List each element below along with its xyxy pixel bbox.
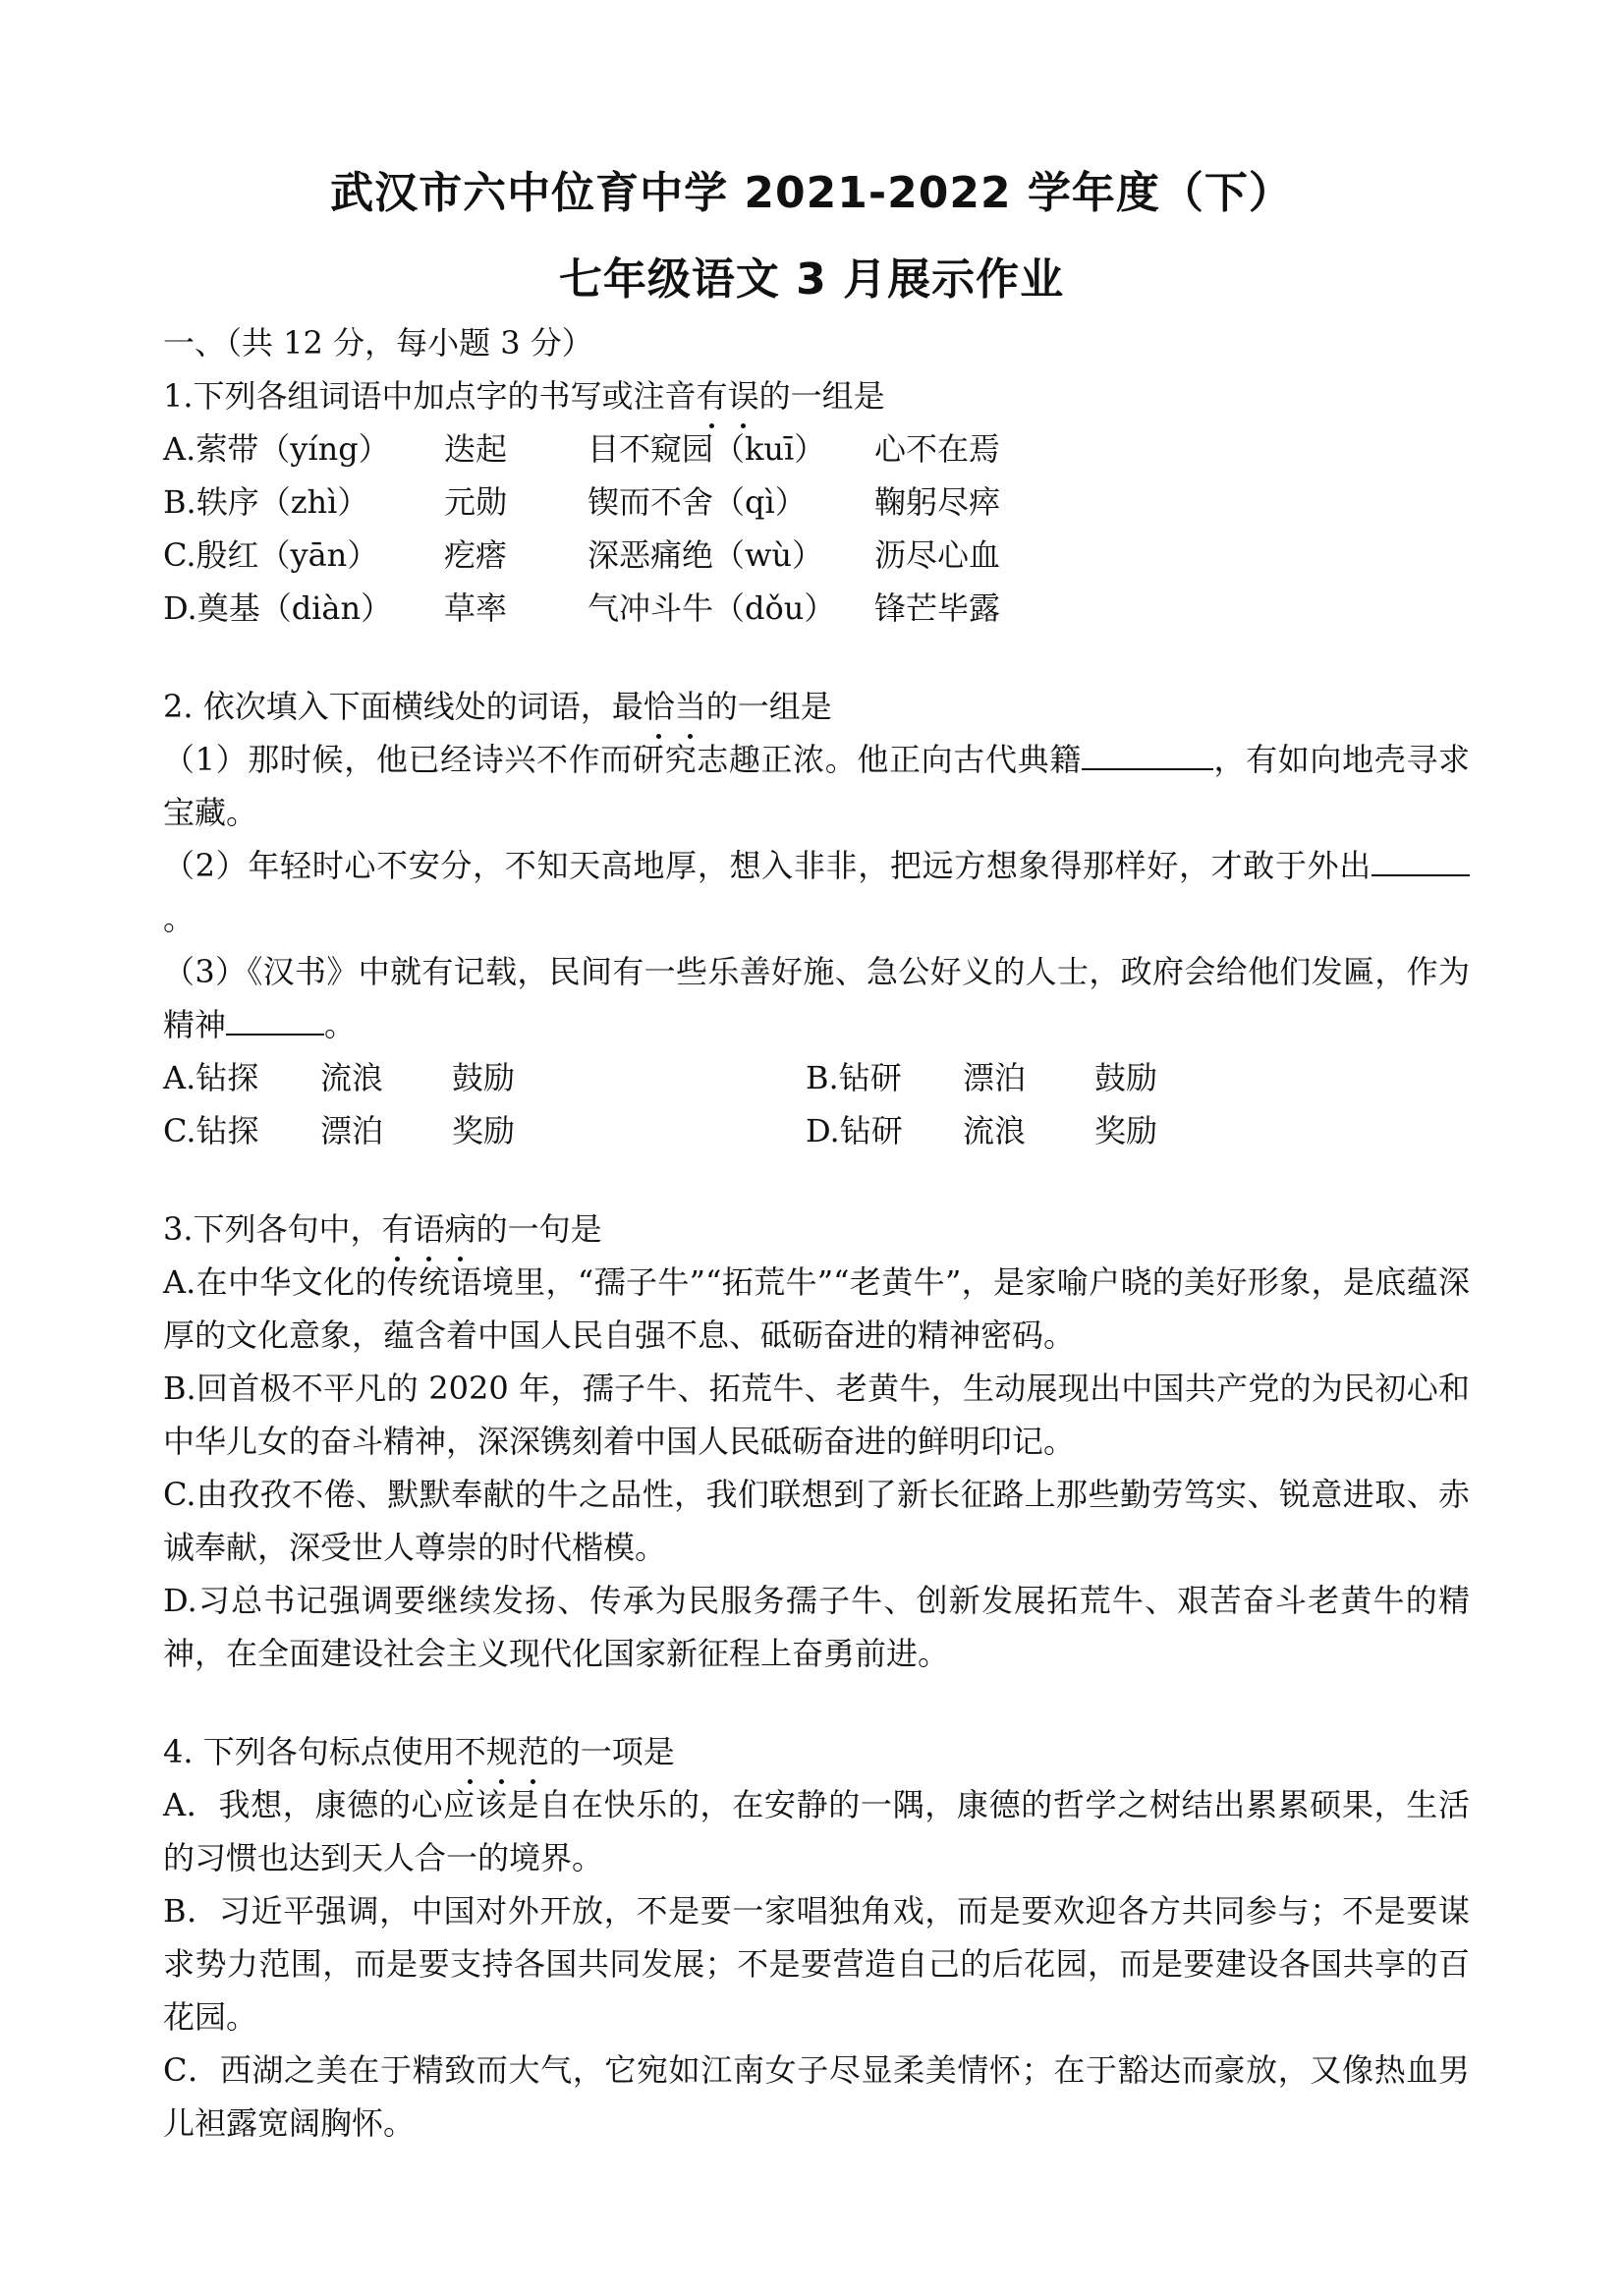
question-3-option-a: A.在中华文化的传统语境里，“孺子牛”“拓荒牛”“老黄牛”，是家喻户晓的美好形象，是底蕴深厚的文化意象，蕴含着中国人民自强不息、砥砺奋进的精神密码。 bbox=[163, 1263, 1470, 1354]
emphasis-dot: 恰 bbox=[644, 680, 675, 733]
question-1-stem: 1.下列各组词语中加点字的书写或注音有误的一组是 bbox=[163, 369, 1470, 422]
question-2-stem: 2. 依次填入下面横线处的词语，最恰当的一组是 bbox=[163, 680, 1470, 733]
option-cell: 流浪 bbox=[963, 1112, 1027, 1149]
option-cell: B.轶序（zhì） bbox=[163, 483, 369, 521]
option-cell: 心不在焉 bbox=[874, 430, 1001, 468]
option-cell: 鞠躬尽瘁 bbox=[874, 483, 1001, 521]
option-cell: 鼓励 bbox=[1094, 1059, 1158, 1096]
answer-blank[interactable] bbox=[1082, 739, 1213, 770]
option-cell: 奖励 bbox=[452, 1112, 516, 1149]
option-cell: 漂泊 bbox=[963, 1059, 1027, 1096]
question-3-stem: 3.下列各句中，有语病的一句是 bbox=[163, 1203, 1470, 1256]
emphasis-dot: 语 bbox=[414, 1203, 445, 1256]
option-cell: 草率 bbox=[444, 589, 508, 627]
option-cell: A.钻探 bbox=[163, 1059, 259, 1096]
question-3-option-d: D.习总书记强调要继续发扬、传承为民服务孺子牛、创新发展拓荒牛、艰苦奋斗老黄牛的精神，在全面建设社会主义现代化国家新征程上奋勇前进。 bbox=[163, 1582, 1470, 1672]
option-cell: 元勋 bbox=[444, 483, 508, 521]
option-cell: 目不窥园（kuī） bbox=[588, 430, 826, 468]
question-2-sentence-2: （2）年轻时心不安分，不知天高地厚，想入非非，把远方想象得那样好，才敢于外出。 bbox=[163, 839, 1470, 945]
option-cell: A.萦带（yíng） bbox=[163, 430, 390, 468]
question-2-sentence-3: （3）《汉书》中就有记载，民间有一些乐善好施、急公好义的人士，政府会给他们发匾，作为精神 。 bbox=[163, 953, 1470, 1043]
option-cell: 锲而不舍（qì） bbox=[588, 483, 807, 521]
option-cell: 疙瘩 bbox=[444, 536, 508, 574]
option-cell: B.钻研 bbox=[806, 1059, 902, 1096]
emphasis-dot: 病 bbox=[445, 1203, 476, 1256]
page-subtitle: 七年级语文 3 月展示作业 bbox=[558, 254, 1065, 305]
emphasis-dot: 不 bbox=[455, 1725, 486, 1778]
option-cell: 迭起 bbox=[444, 430, 508, 468]
emphasis-dot: 范 bbox=[518, 1725, 549, 1778]
emphasis-dot: 当 bbox=[675, 680, 706, 733]
question-1-option-d bbox=[163, 582, 1470, 635]
question-4-stem: 4. 下列各句标点使用不规范的一项是 bbox=[163, 1725, 1470, 1778]
option-cell: C.钻探 bbox=[163, 1112, 259, 1149]
question-3-option-c: C.由孜孜不倦、默默奉献的牛之品性，我们联想到了新长征路上那些勤劳笃实、锐意进取、赤诚奉献，深受世人尊崇的时代楷模。 bbox=[163, 1476, 1470, 1566]
question-3-option-b: B.回首极不平凡的 2020 年，孺子牛、拓荒牛、老黄牛，生动展现出中国共产党的为民初心和中华儿女的奋斗精神，深深镌刻着中国人民砥砺奋进的鲜明印记。 bbox=[163, 1370, 1470, 1460]
option-cell: 漂泊 bbox=[320, 1112, 384, 1149]
question-1-option-a bbox=[163, 422, 1470, 476]
option-cell: D.钻研 bbox=[806, 1112, 903, 1149]
emphasis-dot: 有 bbox=[697, 369, 728, 422]
section-heading: 一、（共 12 分，每小题 3 分） bbox=[163, 324, 593, 362]
question-1-option-b bbox=[163, 476, 1470, 529]
page-title: 武汉市六中位育中学 2021-2022 学年度（下） bbox=[330, 168, 1293, 218]
question-2-options-row-2 bbox=[163, 1104, 1470, 1157]
question-4-option-b: B．习近平强调，中国对外开放，不是要一家唱独角戏，而是要欢迎各方共同参与；不是要谋求势力范围，而是要支持各国共同发展；不是要营造自己的后花园，而是要建设各国共享的百花园。 bbox=[163, 1892, 1470, 2036]
question-4-option-a: A．我想，康德的心应该是自在快乐的，在安静的一隅，康德的哲学之树结出累累硕果，生活的习惯也达到天人合一的境界。 bbox=[163, 1786, 1470, 1876]
answer-blank[interactable] bbox=[1371, 845, 1470, 876]
question-2-sentence-1: （1）那时候，他已经诗兴不作而研究志趣正浓。他正向古代典籍 ，有如向地壳寻求宝藏。 bbox=[163, 741, 1470, 831]
option-cell: 气冲斗牛（dǒu） bbox=[588, 589, 836, 627]
option-cell: 锋芒毕露 bbox=[874, 589, 1001, 627]
question-2-options-row-1 bbox=[163, 1051, 1470, 1104]
option-cell: 奖励 bbox=[1094, 1112, 1158, 1149]
question-1-option-c bbox=[163, 529, 1470, 582]
option-cell: C.殷红（yān） bbox=[163, 536, 379, 574]
option-cell: 流浪 bbox=[320, 1059, 384, 1096]
option-cell: 鼓励 bbox=[452, 1059, 516, 1096]
emphasis-dot: 误 bbox=[728, 369, 759, 422]
option-cell: 沥尽心血 bbox=[874, 536, 1001, 574]
option-cell: 深恶痛绝（wù） bbox=[588, 536, 824, 574]
question-4-option-c: C．西湖之美在于精致而大气，它宛如江南女子尽显柔美情怀；在于豁达而豪放，又像热血男儿袒露宽阔胸怀。 bbox=[163, 2051, 1470, 2142]
exam-content bbox=[163, 316, 1470, 2150]
emphasis-dot: 有 bbox=[382, 1203, 414, 1256]
emphasis-dot: 规 bbox=[486, 1725, 518, 1778]
answer-blank[interactable] bbox=[226, 1004, 324, 1036]
option-cell: D.奠基（diàn） bbox=[163, 589, 393, 627]
